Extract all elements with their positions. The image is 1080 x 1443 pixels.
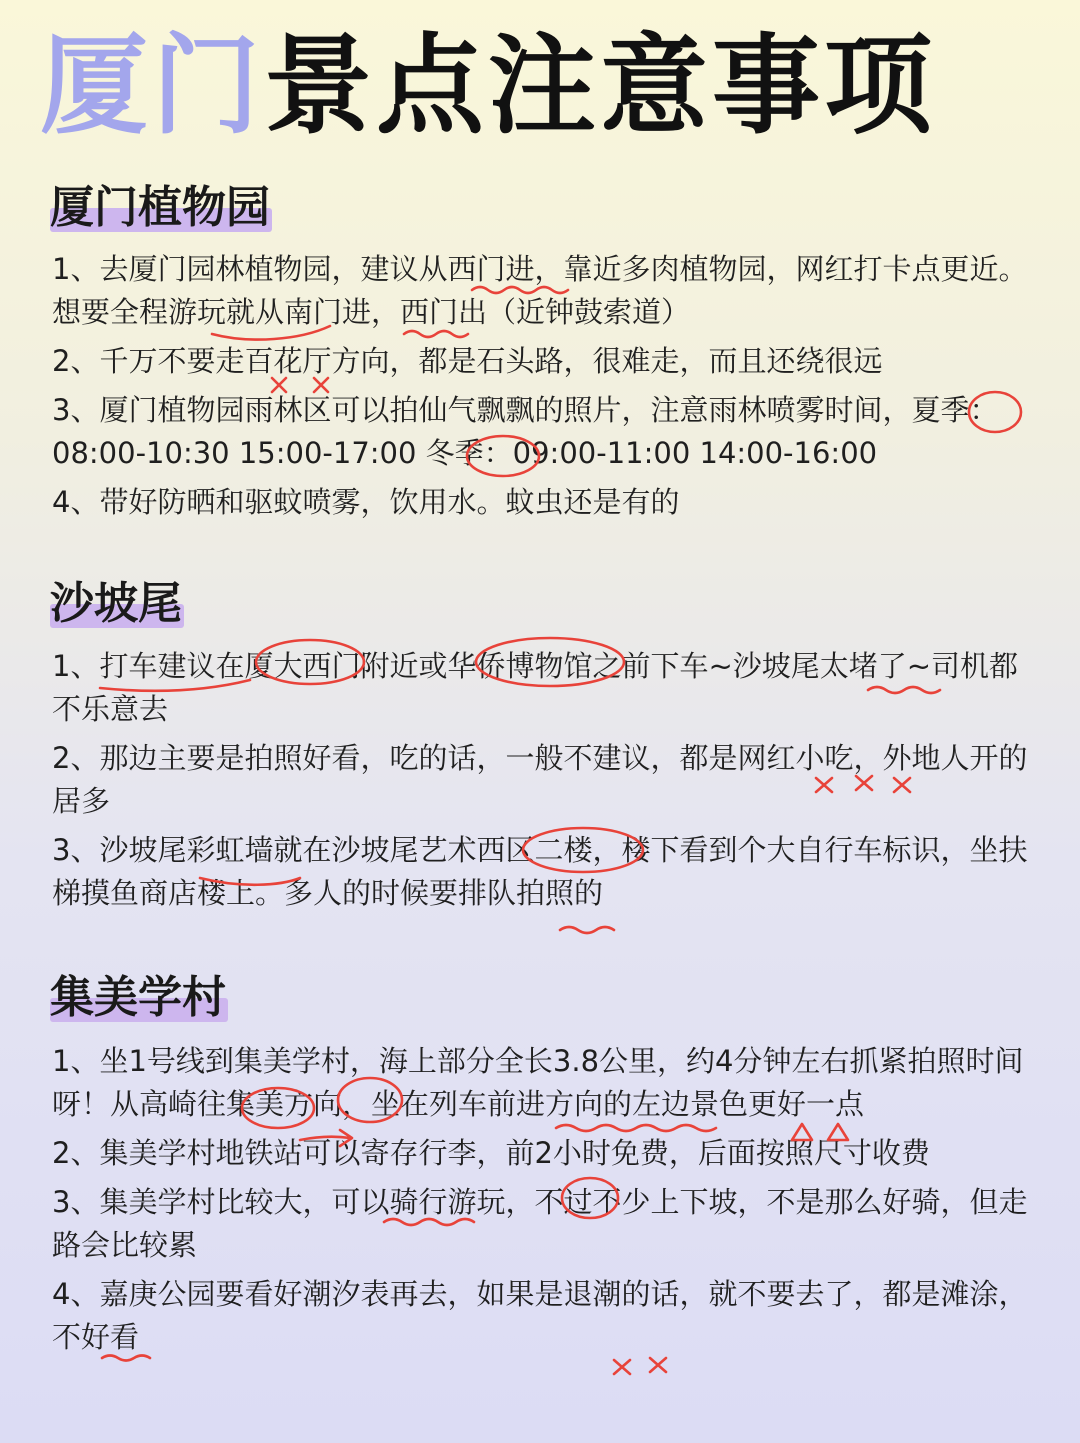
section-list-botanical-garden: [52, 248, 1042, 530]
section-list-shapowei: [52, 645, 1042, 921]
page-title: [40, 22, 936, 152]
underline-squiggle-mark: [560, 927, 614, 933]
list-item: 2、集美学村地铁站可以寄存行李，前2小时免费，后面按照尺寸收费: [52, 1136, 930, 1170]
list-item: 3、沙坡尾彩虹墙就在沙坡尾艺术西区二楼，楼下看到个大自行车标识，坐扶梯摸鱼商店楼上。多人的时候要排队拍照的: [52, 833, 1028, 910]
list-item: 2、千万不要走百花厅方向，都是石头路，很难走，而且还绕很远: [52, 344, 883, 378]
list-item: 3、厦门植物园雨林区可以拍仙气飘飘的照片，注意雨林喷雾时间，夏季：08:00-10:30 15:00-17:00 冬季：09:00-11:00 14:00-16:00: [52, 393, 999, 470]
list-item: 1、坐1号线到集美学村，海上部分全长3.8公里，约4分钟左右抓紧拍照时间呀！从高崎往集美方向，坐在列车前进方向的左边景色更好一点: [52, 1044, 1024, 1121]
section-list-jimei-village: [52, 1040, 1042, 1365]
list-item: 4、嘉庚公园要看好潮汐表再去，如果是退潮的话，就不要去了，都是滩涂，不好看: [52, 1277, 1028, 1354]
list-item: 3、集美学村比较大，可以骑行游玩，不过不少上下坡，不是那么好骑，但走路会比较累: [52, 1185, 1028, 1262]
list-item: 1、去厦门园林植物园，建议从西门进，靠近多肉植物园，网红打卡点更近。想要全程游玩就从南门进，西门出（近钟鼓索道）: [52, 252, 1028, 329]
title-main: 景点注意事项: [264, 24, 937, 149]
section-heading-shapowei: 沙坡尾: [50, 576, 182, 632]
list-item: 1、打车建议在厦大西门附近或华侨博物馆之前下车~沙坡尾太堵了~司机都不乐意去: [52, 649, 1019, 726]
title-accent: 厦门: [40, 24, 265, 149]
list-item: 2、那边主要是拍照好看，吃的话，一般不建议，都是网红小吃，外地人开的居多: [52, 741, 1028, 818]
list-item: 4、带好防晒和驱蚊喷雾，饮用水。蚊虫还是有的: [52, 485, 680, 519]
section-heading-jimei-village: 集美学村: [50, 970, 226, 1026]
section-heading-botanical-garden: 厦门植物园: [50, 180, 270, 236]
